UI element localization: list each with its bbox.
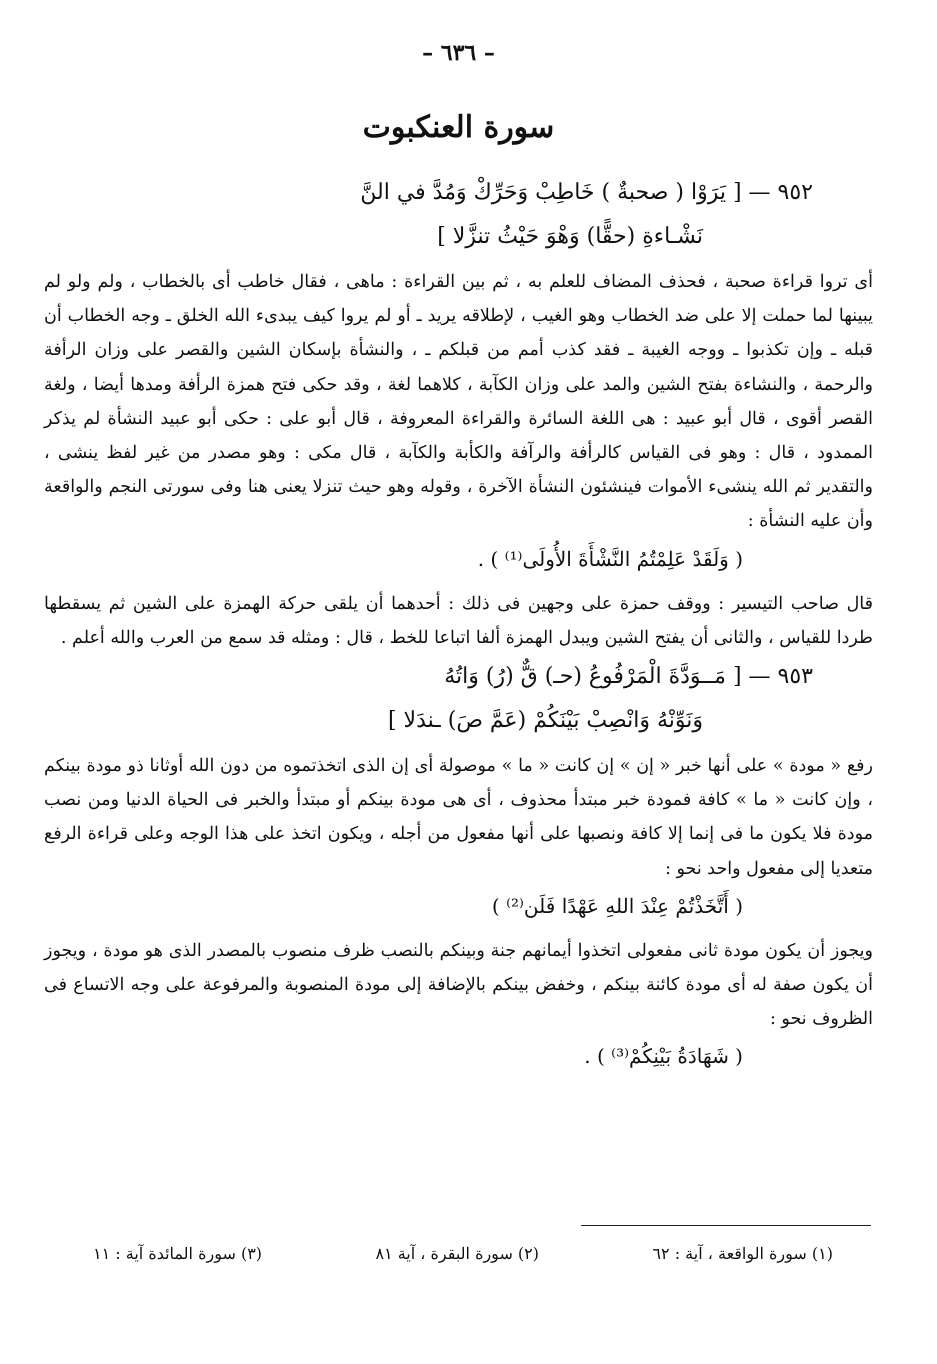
- commentary-953-quote-2: ( شَهَادَةُ بَيْنِكُمْ⁽³⁾ ) .: [584, 1044, 743, 1069]
- verse-953: [44, 655, 873, 743]
- verse-953-line-2: وَنَوِّنْهُ وَانْصِبْ بَيْنَكُمْ (عَمَّ صَ) ـندَلا ]: [387, 708, 703, 734]
- footnote-1: (١) سورة الواقعة ، آية : ٦٢: [652, 1244, 833, 1263]
- commentary-953-paragraph-1: رفع « مودة » على أنها خبر « إن » إن كانت « ما » موصولة أى إن الذى اتخذتموه من دون الله أوثانا ذو مودة بينكم ، وإن كانت « ما » كافة فمودة خبر مبتدأ محذوف ، أى هى مودة بينكم أو مبتدأ والخبر فى الحياة الدنيا ومن نصب مودة فلا يكون ما فى إنما إلا كافة ونصبها على أنها مفعول من أجله ، ويكون اتخذ على هذا الوجه وعلى قراءة الرفع متعديا إلى مفعول واحد نحو :: [44, 756, 873, 879]
- surah-title: سورة العنكبوت: [362, 110, 555, 145]
- commentary-953-paragraph-2: ويجوز أن يكون مودة ثانى مفعولى اتخذوا أيمانهم جنة وبينكم بالنصب ظرف منصوب بالمصدر الذى هو مودة ، ويجوز أن يكون صفة له أى مودة كائنة بينكم ، وخفض بينكم بالإضافة إلى مودة المنصوبة والمرفوعة على وجه الاتساع فى الظروف نحو :: [44, 940, 873, 1030]
- verse-952: [44, 171, 873, 259]
- commentary-952-paragraph-2: قال صاحب التيسير : ووقف حمزة على وجهين فى ذلك : أحدهما أن يلقى حركة الهمزة على الشين ثم يسقطها طردا للقياس ، والثانى أن يفتح الشين ويبدل الهمزة ألفا اتباعا للخط ، قال : ومثله قد سمع من العرب والله أعلم .: [44, 593, 873, 648]
- footnote-divider: [581, 1225, 871, 1226]
- verse-953-line-1: ٩٥٣ — [ مَــوَدَّةَ الْمَرْفُوعُ (حـ) قٌّ (رُ) وَاتُهُ: [444, 664, 813, 690]
- page-number: – ٦٣٦ –: [422, 40, 495, 66]
- footnotes: [93, 1244, 833, 1263]
- verse-952-line-1: ٩٥٢ — [ يَرَوْا ( صحبةٌ ) خَاطِبْ وَحَرِّكْ وَمُدَّ في النَّ: [360, 180, 813, 205]
- verse-952-line-2: نَشْـاءةِ (حقًّا) وَهْوَ حَيْثُ تنزَّلا ]: [437, 224, 703, 249]
- footnote-3: (٣) سورة المائدة آية : ١١: [93, 1244, 263, 1263]
- commentary-952-paragraph-1: أى تروا قراءة صحبة ، فحذف المضاف للعلم به ، ثم بين القراءة : ماهى ، فقال خاطب أى بالخطاب ، ولم ولو لم يبينها لما حملت إلا على ضد الخطاب وهو الغيب ، لإطلاقه يريد ـ أو لم يروا كيف يبدىء الله الخلق ـ وجه الخطاب أن قبله ـ وإن تكذبوا ـ ووجه الغيبة ـ فقد كذب أمم من قبلكم ـ ، والنشأة بإسكان الشين والقصر على وزان الرأفة والرحمة ، والنشاءة بفتح الشين والمد على وزان الكآبة ، كلاهما لغة ، وقد حكى فتح همزة الرأفة ومدها أيضا ، ولغة القصر أقوى ، قال أبو عبيد : هى اللغة السائرة والقراءة المعروفة ، قال أبو على : حكى أبو عبيد النشأة لم يذكر الممدود ، قال : وهو فى القياس كالرأفة والرآفة والكأبة والكآبة ، قال مكى : وهو مصدر من غير لفظ ينشى ، والتقدير ثم الله ينشىء الأموات فينشئون النشأة الآخرة ، وقوله وهو حيث تنزلا يعنى هنا وفى سورتى النجم والواقعة وأن عليه النشأة :: [44, 272, 873, 532]
- commentary-952-quote: ( وَلَقَدْ عَلِمْتُمُ النَّشْأَةَ الأُولَى⁽¹⁾ ) .: [477, 546, 743, 571]
- footnote-2: (٢) سورة البقرة ، آية ٨١: [375, 1244, 540, 1263]
- commentary-953-quote-1: ( أَتَّخَذْتُمْ عِنْدَ اللهِ عَهْدًا فَلَن⁽²⁾ ): [491, 893, 743, 918]
